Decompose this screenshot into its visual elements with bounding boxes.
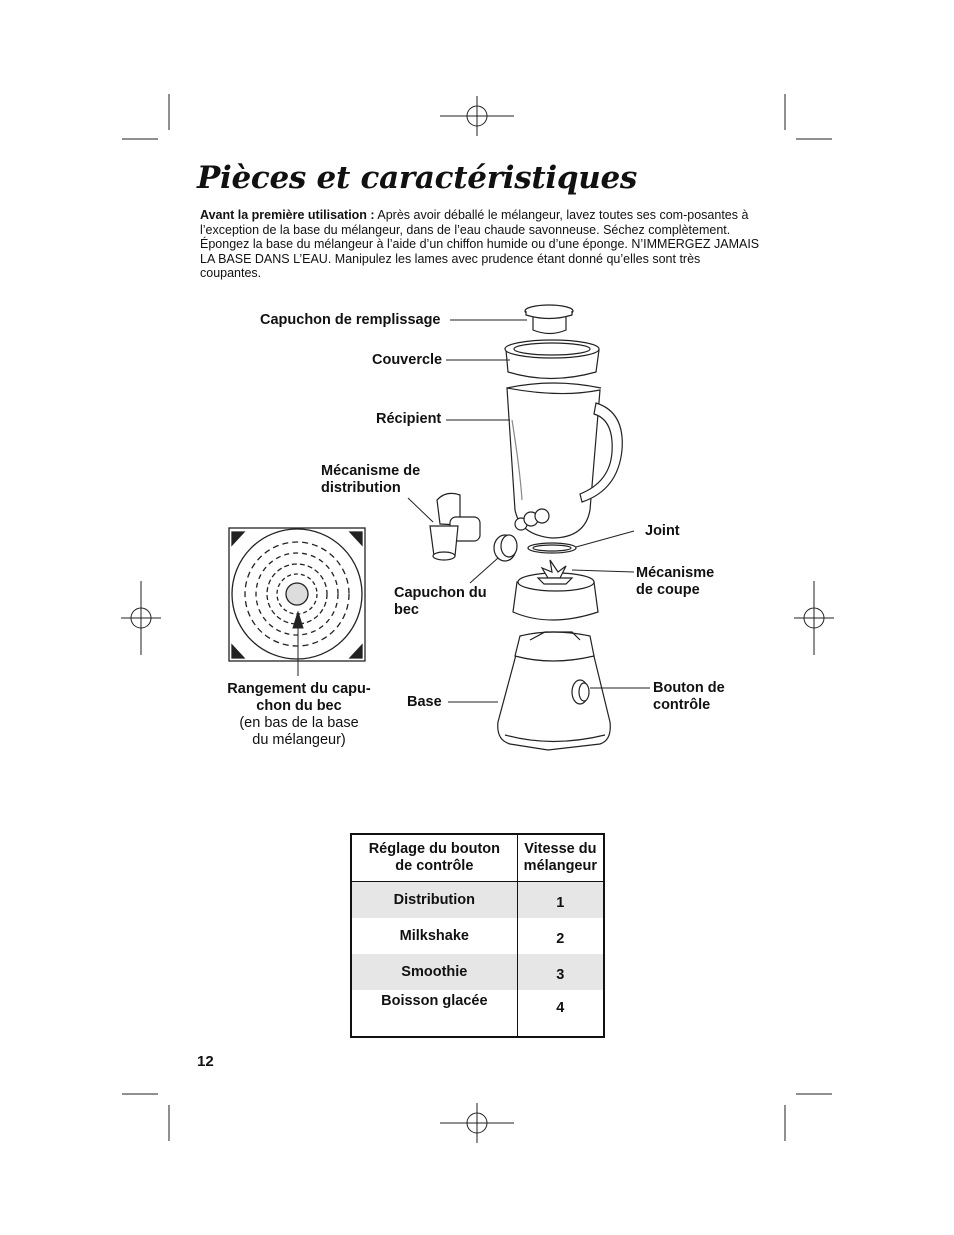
intro-body: Après avoir déballé le mélangeur, lavez toutes ses com-posantes à l’exception de la base du mélangeur, dans de l’eau chaude savonneuse. Séchez complètement. Épongez la base du mélangeur à l’aide d’un chiffon humide ou d’une éponge. N’IMMERGEZ JAMAIS LA BASE DANS L’EAU. Manipulez les lames avec prudence étant donné qu’elles sont très coupantes. <box>200 208 760 281</box>
setting-cell: Milkshake <box>351 918 517 954</box>
table-row <box>351 918 604 954</box>
intro-heading: Avant la première utilisation : <box>200 208 375 222</box>
speed-settings-table <box>350 833 605 1038</box>
gasket-drawing <box>528 543 576 553</box>
leader-lines <box>293 320 650 702</box>
table-row <box>351 990 604 1037</box>
label-spout-cap <box>394 585 487 619</box>
label-storage-line3: (en bas de la base <box>239 715 359 731</box>
label-knob-line1: Bouton de <box>653 680 725 696</box>
header-setting: Réglage du bouton de contrôle <box>351 834 517 882</box>
dispenser-drawing <box>430 493 480 560</box>
setting-cell: Distribution <box>351 882 517 919</box>
spout-cap-drawing <box>494 535 517 561</box>
label-spout-cap-line2: bec <box>394 602 419 618</box>
speed-cell: 1 <box>517 882 604 919</box>
label-storage <box>214 681 384 749</box>
label-storage-line1: Rangement du capu- <box>227 681 371 697</box>
label-blade <box>636 565 714 599</box>
lid-drawing <box>505 340 599 379</box>
header-speed: Vitesse du mélangeur <box>517 834 604 882</box>
setting-cell: Smoothie <box>351 954 517 990</box>
label-dispenser-line1: Mécanisme de <box>321 463 421 479</box>
blade-drawing <box>513 560 598 620</box>
speed-cell: 3 <box>517 954 604 990</box>
page-number: 12 <box>197 1053 214 1070</box>
jar-drawing <box>507 383 622 538</box>
label-storage-line4: du mélangeur) <box>252 732 346 748</box>
label-dispenser <box>321 463 420 497</box>
intro-paragraph <box>200 208 762 281</box>
label-lid: Couvercle <box>372 352 443 368</box>
fill-cap-drawing <box>525 305 573 334</box>
table-row <box>351 954 604 990</box>
label-gasket: Joint <box>645 523 680 539</box>
label-storage-line2: chon du bec <box>256 698 342 714</box>
label-knob <box>653 680 725 714</box>
label-spout-cap-line1: Capuchon du <box>394 585 487 601</box>
label-base: Base <box>407 694 442 710</box>
label-fill-cap: Capuchon de remplissage <box>260 312 441 328</box>
speed-cell: 2 <box>556 931 565 947</box>
setting-cell: Boisson glacée <box>351 990 517 1037</box>
label-jar: Récipient <box>376 411 442 427</box>
label-dispenser-line2: distribution <box>321 480 401 496</box>
label-blade-line1: Mécanisme <box>636 565 715 581</box>
page-title: Pièces et caractéristiques <box>197 160 638 196</box>
base-drawing <box>498 632 611 750</box>
table-header-row <box>351 834 604 882</box>
label-blade-line2: de coupe <box>636 582 700 598</box>
table-row <box>351 882 604 919</box>
storage-view-drawing <box>229 528 365 661</box>
label-knob-line2: contrôle <box>653 697 711 713</box>
speed-cell: 4 <box>556 1000 565 1016</box>
